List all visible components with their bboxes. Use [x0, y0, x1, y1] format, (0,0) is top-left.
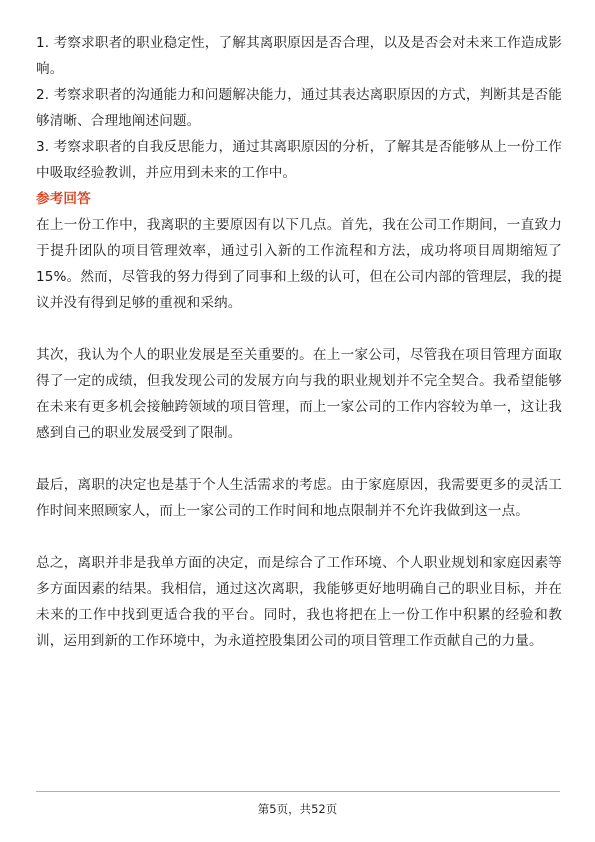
- evaluation-point-2: 2. 考察求职者的沟通能力和问题解决能力，通过其表达离职原因的方式，判断其是否能够清晰、合理地阐述问题。: [36, 87, 562, 129]
- page-content: [36, 30, 562, 654]
- answer-paragraph-4: 总之，离职并非是我单方面的决定，而是综合了工作环境、个人职业规划和家庭因素等多方面因素的结果。我相信，通过这次离职，我能够更好地明确自己的职业目标，并在未来的工作中找到更适合我的平台。同时，我也将把在上一份工作中积累的经验和教训，运用到新的工作环境中，为永道控股集团公司的项目管理工作贡献自己的力量。: [36, 555, 562, 649]
- answer-body: [36, 212, 562, 654]
- answer-paragraph-1: 在上一份工作中，我离职的主要原因有以下几点。首先，我在公司工作期间，一直致力于提升团队的项目管理效率，通过引入新的工作流程和方法，成功将项目周期缩短了15%。然而，尽管我的努力得到了同事和上级的认可，但在公司内部的管理层，我的提议并没有得到足够的重视和采纳。: [36, 217, 562, 311]
- evaluation-point-3: 3. 考察求职者的自我反思能力，通过其离职原因的分析，了解其是否能够从上一份工作中吸取经验教训，并应用到未来的工作中。: [36, 139, 562, 181]
- page-number: 第5页，共52页: [257, 802, 338, 816]
- footer-divider: [36, 791, 560, 792]
- evaluation-point-1: 1. 考察求职者的职业稳定性，了解其离职原因是否合理，以及是否会对未来工作造成影响。: [36, 35, 562, 77]
- answer-paragraph-2: 其次，我认为个人的职业发展是至关重要的。在上一家公司，尽管我在项目管理方面取得了一定的成绩，但我发现公司的发展方向与我的职业规划并不完全契合。我希望能够在未来有更多机会接触跨领域的项目管理，而上一家公司的工作内容较为单一，这让我感到自己的职业发展受到了限制。: [36, 347, 562, 441]
- evaluation-points: [36, 30, 562, 186]
- answer-paragraph-3: 最后，离职的决定也是基于个人生活需求的考虑。由于家庭原因，我需要更多的灵活工作时间来照顾家人，而上一家公司的工作时间和地点限制并不允许我做到这一点。: [36, 477, 562, 519]
- answer-heading: 参考回答: [36, 191, 91, 207]
